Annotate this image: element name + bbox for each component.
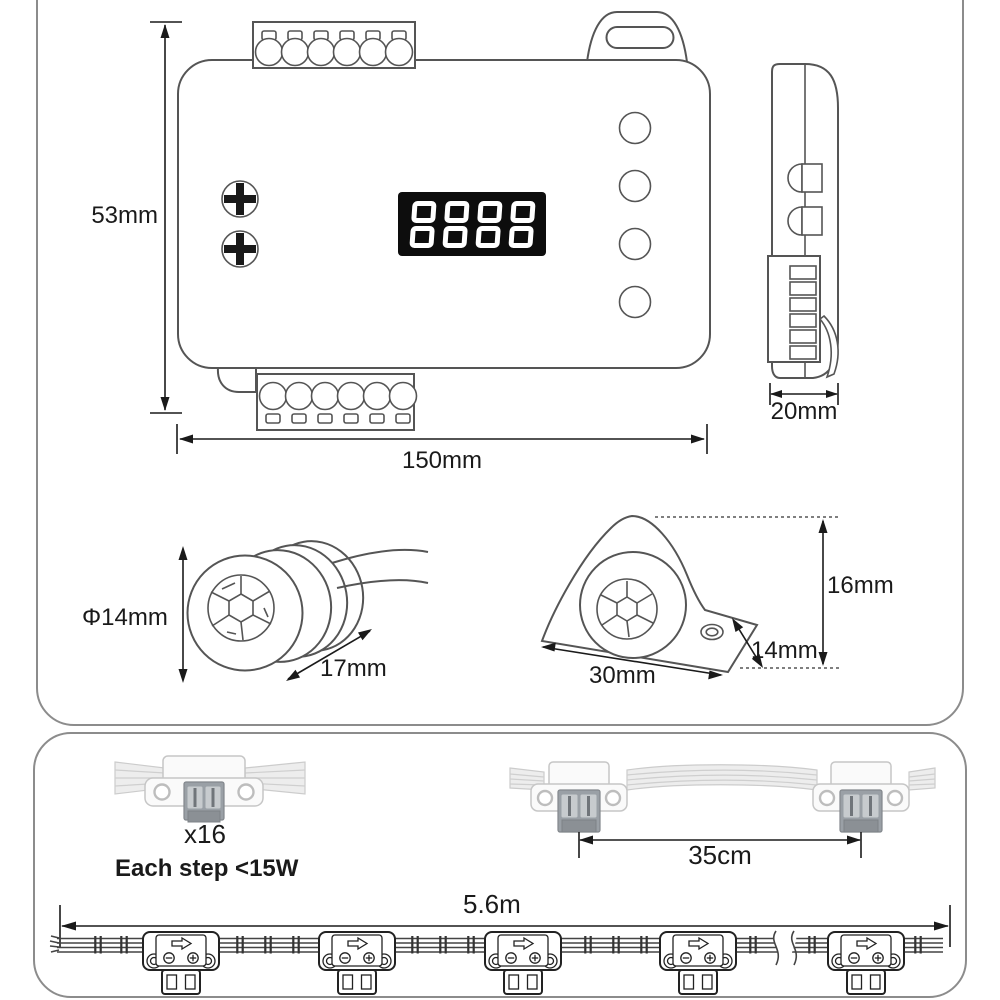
label-controller-depth: 20mm [770, 398, 838, 425]
label-controller-width: 150mm [401, 447, 483, 474]
screw-hole [701, 625, 723, 640]
pair-connector-right [813, 762, 909, 832]
mounted-sensor-view [515, 495, 855, 710]
top-terminal-block [253, 22, 415, 68]
side-button-2 [788, 207, 822, 235]
side-connector-block [768, 256, 820, 362]
bottom-terminal-block [257, 374, 417, 430]
label-controller-height: 53mm [91, 202, 158, 229]
label-strip-total-length: 5.6m [463, 889, 521, 919]
diameter-dimension [179, 546, 188, 683]
plus-button-1 [222, 181, 258, 217]
label-step-power: Each step <15W [115, 855, 299, 882]
mounting-ear [587, 12, 687, 62]
pair-connector-left [531, 762, 627, 832]
bracket-lens [597, 579, 657, 639]
plus-button-2 [222, 231, 258, 267]
label-sensor-length: 17mm [320, 655, 387, 682]
single-connector-photo [110, 748, 310, 826]
label-sensor-diameter: Φ14mm [82, 604, 168, 631]
label-bracket-height: 16mm [827, 572, 894, 599]
label-connector-count: x16 [184, 819, 226, 849]
sensor-lens [208, 575, 274, 641]
side-button-1 [788, 164, 822, 192]
break-mark [774, 931, 797, 965]
hook-tab [218, 368, 256, 392]
label-bracket-depth: 14mm [751, 637, 818, 664]
label-connector-spacing: 35cm [688, 840, 752, 870]
round-sensor-view [70, 495, 450, 707]
label-bracket-width: 30mm [589, 662, 656, 689]
controller-side-view [745, 0, 880, 430]
seven-segment-display [398, 192, 546, 256]
